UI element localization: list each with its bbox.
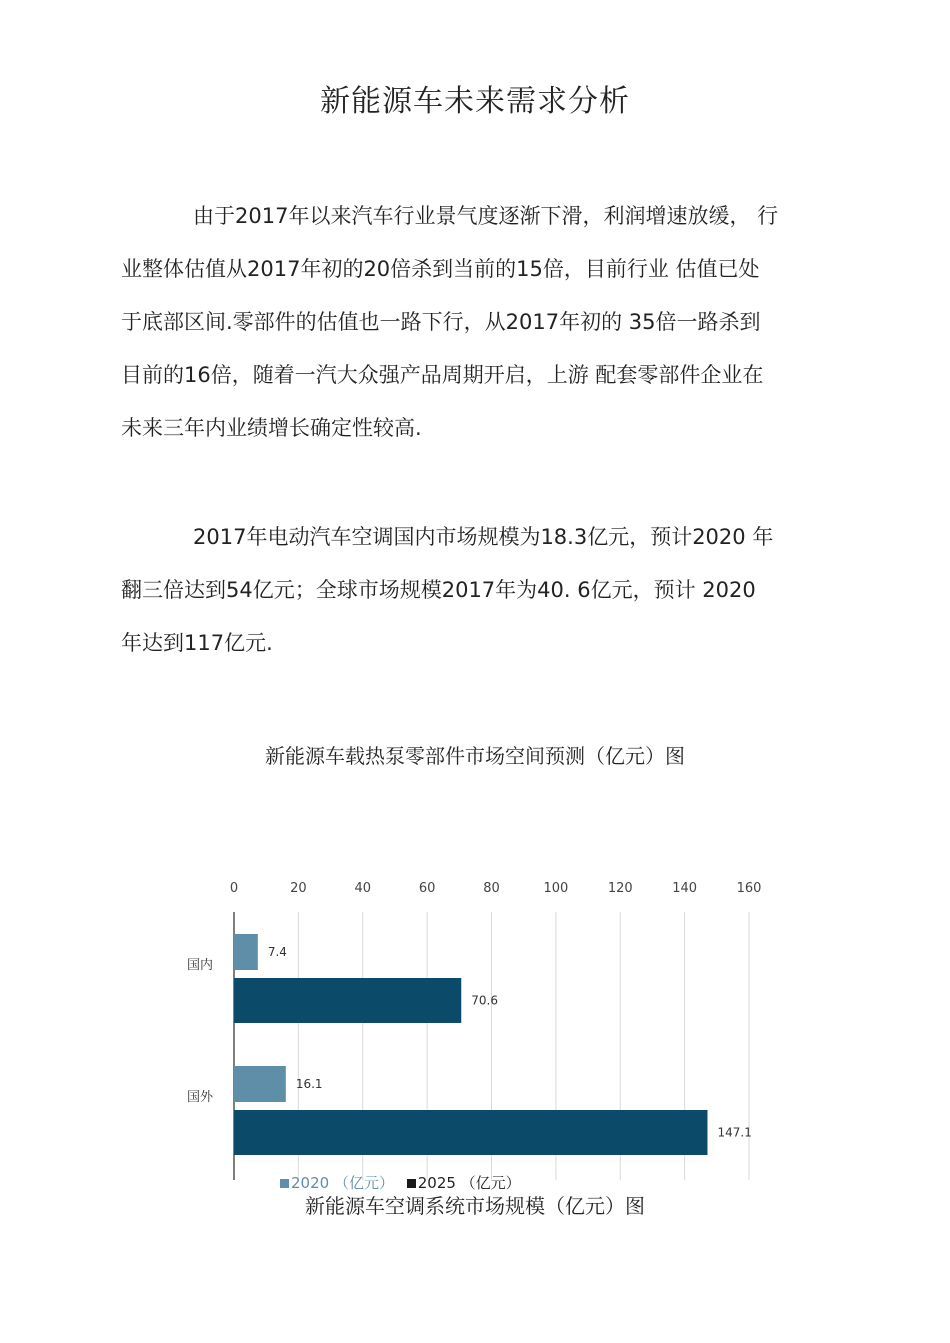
x-tick-label: 40 [354,881,372,896]
para2-line: 年达到117亿元. [121,631,273,655]
x-tick-label: 20 [290,881,307,896]
x-tick-label: 160 [736,881,762,896]
bar-chart [185,872,775,1202]
para2-line: 翻三倍达到54亿元；全球市场规模2017年为40. 6亿元，预计 2020 [121,578,756,602]
bar [234,1066,286,1102]
figure-caption: 新能源车空调系统市场规模（亿元）图 [305,1194,645,1218]
page-title: 新能源车未来需求分析 [320,84,630,119]
bar-chart-svg [185,872,775,1182]
data-label: 70.6 [471,993,498,1008]
x-tick-label: 60 [418,881,436,896]
legend-swatch-2025 [407,1179,416,1188]
data-label: 16.1 [295,1077,323,1091]
bar [234,1110,707,1155]
x-tick-label: 80 [483,881,500,896]
category-label: 国内 [187,958,214,973]
paragraph-2 [121,511,833,670]
data-label: 147.1 [717,1125,752,1140]
x-tick-label: 140 [672,881,698,896]
x-tick-label: 0 [229,881,239,896]
legend-label-2025: 2025 （亿元） [417,1174,521,1192]
para2-line: 2017年电动汽车空调国内市场规模为18.3亿元，预计2020 年 [193,525,774,549]
x-tick-label: 120 [607,881,633,896]
x-tick-label: 100 [543,881,569,896]
legend-swatch-2020 [280,1179,289,1188]
para1-line: 于底部区间.零部件的估值也一路下行，从2017年初的 35倍一路杀到 [121,310,761,334]
chart-title: 新能源车载热泵零部件市场空间预测（亿元）图 [265,744,685,768]
para1-line: 业整体估值从2017年初的20倍杀到当前的15倍，目前行业 估值已处 [121,257,760,281]
paragraph-1 [121,190,833,455]
data-label: 7.4 [267,945,287,959]
legend-label-2020: 2020 （亿元） [291,1174,394,1192]
para1-line: 未来三年内业绩增长确定性较高. [121,416,422,440]
category-label: 国外 [187,1090,214,1105]
para1-line: 目前的16倍，随着一汽大众强产品周期开启，上游 配套零部件企业在 [121,363,764,387]
bar [234,934,258,970]
bar [234,978,461,1023]
para1-line: 由于2017年以来汽车行业景气度逐渐下滑，利润增速放缓， 行 [193,204,779,228]
